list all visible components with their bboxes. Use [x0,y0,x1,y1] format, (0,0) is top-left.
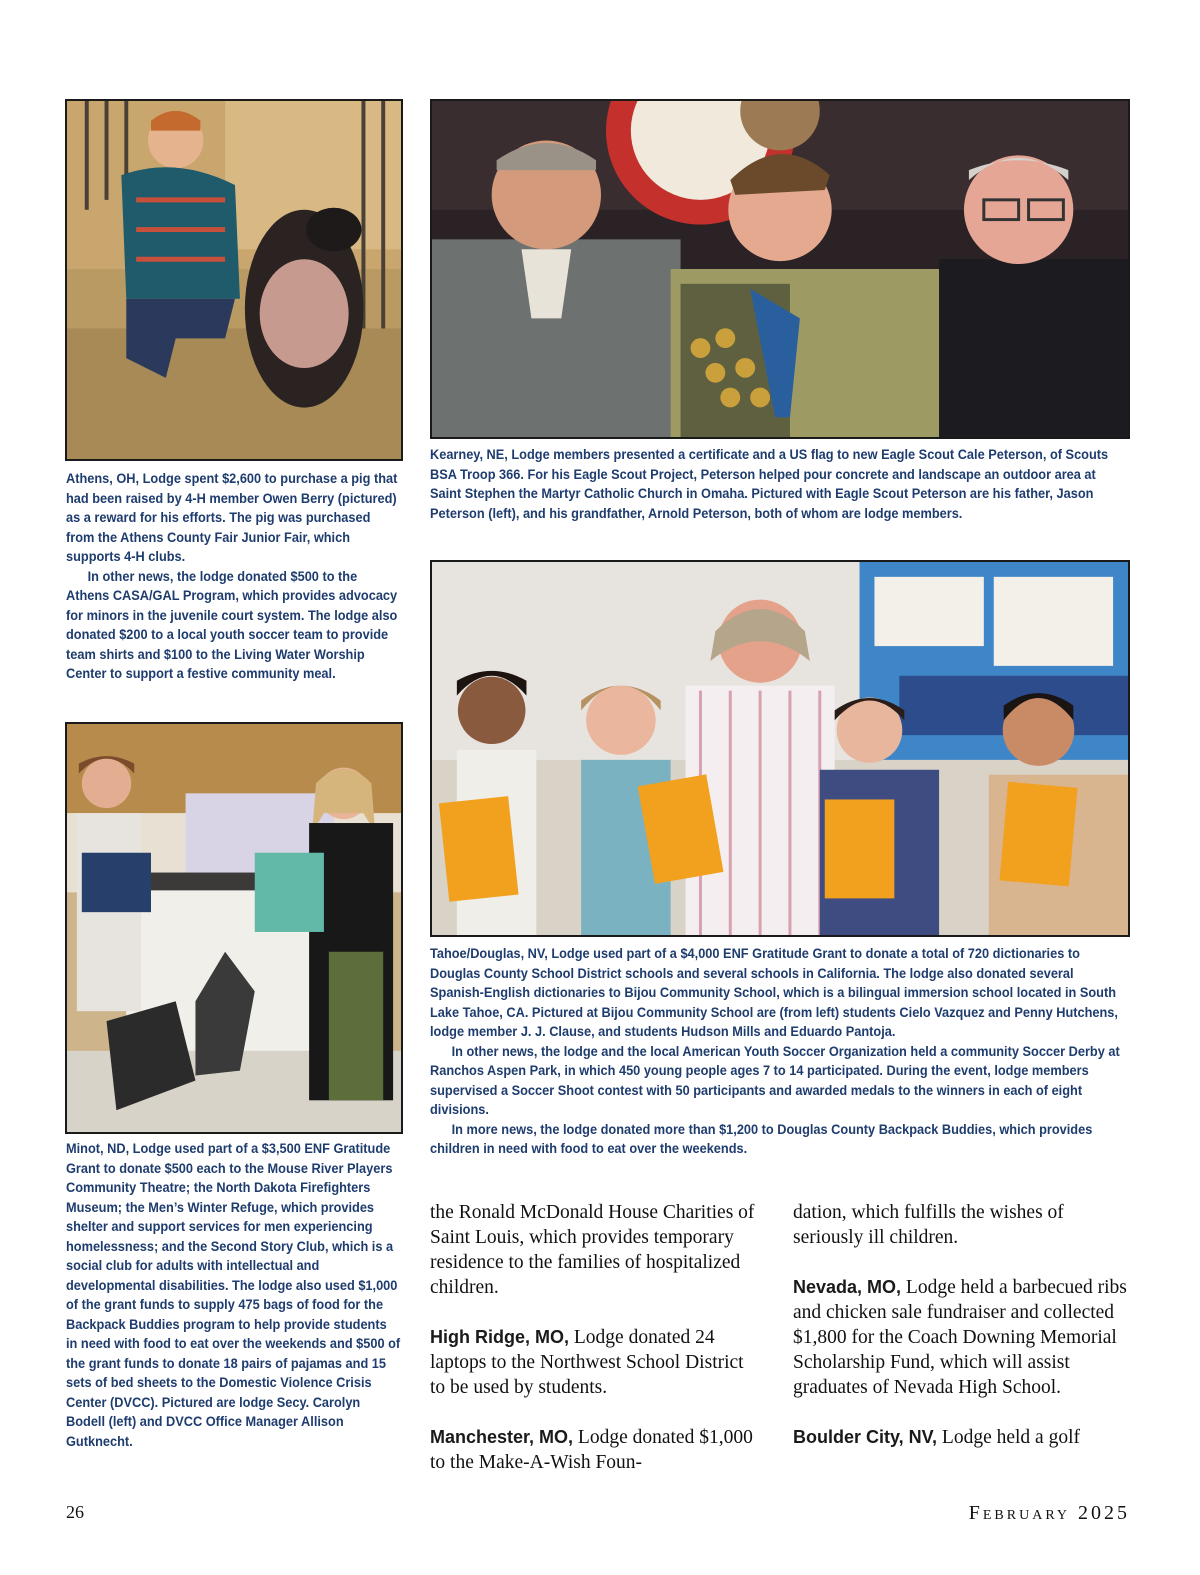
caption-text: Lodge spent $2,600 to purchase a pig that had been raised by 4-H member Owen Berry (pictured) as a reward for his efforts. The pig was purchased from the Athens County Fair Junior Fair, which supports 4-H clubs. [66,471,398,565]
kearney-photo [430,99,1130,439]
caption-location: Tahoe/Douglas, NV, [430,946,548,962]
body-paragraph: dation, which fulfills the wishes of seriously ill children. [793,1202,1064,1248]
body-location: Nevada, MO, [793,1277,902,1297]
tahoe-caption [430,945,1128,1160]
caption-location: Minot, ND, [66,1141,130,1157]
caption-text: Lodge used part of a $3,500 ENF Gratitude Grant to donate $500 each to the Mouse River Players Community Theatre; the North Dakota Firefighters Museum; the Men’s Winter Refuge, which provides shelter and support services for men experiencing homelessness; and the Second Story Club, which is a social club for adults with intellectual and developmental disabilities. The lodge also used $1,000 of the grant funds to supply 475 bags of food for the Backpack Buddies program to help provide students in need with food to eat over the weekends and $500 of the grant funds to donate 18 pairs of pajamas and 15 sets of bed sheets to the Domestic Violence Crisis Center (DVCC). Pictured are lodge Secy. Carolyn Bodell (left) and DVCC Office Manager Allison Gutknecht. [66,1141,401,1450]
athens-caption [66,470,401,685]
caption-paragraph: In more news, the lodge donated more than $1,200 to Douglas County Backpack Buddies, which provides children in need with food to eat over the weekends. [430,1121,1093,1157]
body-column-1 [430,1200,760,1500]
minot-photo [65,722,403,1134]
body-text: Lodge held a golf [937,1427,1080,1448]
caption-text: Lodge used part of a $4,000 ENF Gratitude Grant to donate a total of 720 dictionaries to Douglas County School District schools and several schools in California. The lodge also donated several Spanish-English dictionaries to Bijou Community School, which is a bilingual immersion school located in South Lake Tahoe, CA. Pictured at Bijou Community School are (from left) students Cielo Vazquez and Penny Hutchens, lodge member J. J. Clause, and students Hudson Mills and Eduardo Pantoja. [430,946,1118,1040]
caption-location: Kearney, NE, [430,447,508,463]
body-text: Lodge donated $1,000 to the Make-A-Wish Foun- [430,1427,753,1473]
tahoe-photo [430,560,1130,937]
athens-photo [65,99,403,461]
body-column-2 [793,1200,1133,1475]
minot-caption [66,1140,401,1452]
caption-paragraph: In other news, the lodge and the local American Youth Soccer Organization held a community Soccer Derby at Ranchos Aspen Park, in which 450 young people ages 7 to 14 participated. During the event, lodge members supervised a Soccer Shoot contest with 50 participants and awarded medals to the winners in each of eight divisions. [430,1043,1120,1118]
issue-date: February 2025 [968,1502,1130,1524]
page-number: 26 [66,1502,84,1522]
caption-location: Athens, OH, [66,471,140,487]
body-paragraph: the Ronald McDonald House Charities of Saint Louis, which provides temporary residence to the families of hospitalized children. [430,1202,755,1298]
body-location: Boulder City, NV, [793,1427,938,1447]
kearney-caption [430,446,1128,524]
body-location: High Ridge, MO, [430,1327,569,1347]
body-text: Lodge donated 24 laptops to the Northwest School District to be used by students. [430,1327,744,1398]
caption-paragraph: In other news, the lodge donated $500 to the Athens CASA/GAL Program, which provides advocacy for minors in the juvenile court system. The lodge also donated $200 to a local youth soccer team to provide team shirts and $100 to the Living Water Worship Center to support a festive community meal. [66,568,398,682]
body-text: Lodge held a barbecued ribs and chicken sale fundraiser and collected $1,800 for the Coach Downing Memorial Scholarship Fund, which will assist graduates of Nevada High School. [793,1277,1127,1398]
caption-text: Lodge members presented a certificate and a US flag to new Eagle Scout Cale Peterson, of Scouts BSA Troop 366. For his Eagle Scout Project, Peterson helped pour concrete and landscape an outdoor area at Saint Stephen the Martyr Catholic Church in Omaha. Pictured with Eagle Scout Peterson are his father, Jason Peterson (left), and his grandfather, Arnold Peterson, both of whom are lodge members. [430,447,1109,522]
body-location: Manchester, MO, [430,1427,574,1447]
